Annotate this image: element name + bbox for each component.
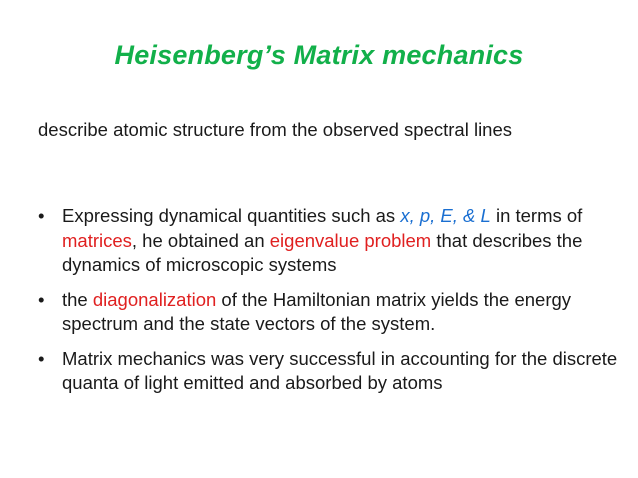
slide-title: Heisenberg’s Matrix mechanics (114, 40, 524, 70)
bullet-text: in terms of (490, 205, 583, 226)
bullet-text: that describes the dynamics of microscopic systems (62, 229, 583, 275)
highlight-matrices: matrices (62, 229, 132, 251)
bullet-text: the (62, 288, 93, 310)
bullet-item-dynamical-quantities (38, 204, 618, 278)
bullet-list (38, 204, 618, 406)
highlight-diagonalization: diagonalization (92, 288, 217, 310)
bullet-text: Matrix mechanics was very successful in accounting for the discrete quanta of light emitted and absorbed by atoms (62, 347, 618, 393)
bullet-text: of the Hamiltonian matrix yields the energy spectrum and the state vectors of the system. (62, 288, 572, 334)
bullet-text: , he obtained an (131, 229, 270, 251)
bullet-item-diagonalization (38, 288, 618, 337)
bullet-icon: • (38, 205, 45, 226)
bullet-text: Expressing dynamical quantities such as (62, 205, 401, 226)
bullet-item-matrix-mechanics-success (38, 347, 618, 396)
intro-text: describe atomic structure from the observed spectral lines (38, 119, 513, 140)
bullet-icon: • (38, 347, 45, 369)
highlight-eigenvalue-problem: eigenvalue problem (269, 229, 432, 251)
highlight-variables: x, p, E, & L (400, 205, 491, 226)
bullet-icon: • (38, 288, 45, 310)
